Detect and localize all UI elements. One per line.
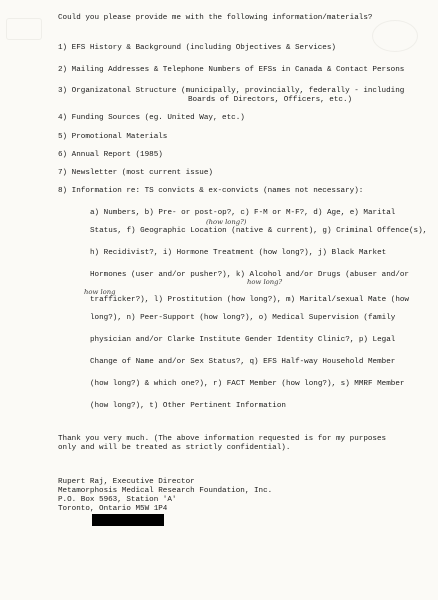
subitem-line-3: h) Recidivist?, i) Hormone Treatment (how long?), j) Black Market (90, 249, 387, 257)
signature-organization: Metamorphosis Medical Research Foundation, Inc. (58, 487, 273, 495)
redaction-bar (92, 514, 164, 526)
item-4: 4) Funding Sources (eg. United Way, etc.) (58, 114, 245, 122)
handwritten-annotation-how-long-1: (how long?) (206, 218, 247, 226)
item-1: 1) EFS History & Background (including Objectives & Services) (58, 44, 336, 52)
subitem-line-10: (how long?), t) Other Pertinent Information (90, 402, 286, 410)
subitem-line-1: a) Numbers, b) Pre- or post-op?, c) F-M or M-F?, d) Age, e) Marital (90, 209, 396, 217)
subitem-line-9: (how long?) & which one?), r) FACT Member (how long?), s) MMRF Member (90, 380, 405, 388)
subitem-line-7: physician and/or Clarke Institute Gender Identity Clinic?, p) Legal (90, 336, 396, 344)
item-6: 6) Annual Report (1985) (58, 151, 163, 159)
item-3-continuation: Boards of Directors, Officers, etc.) (188, 96, 353, 104)
closing-line-1: Thank you very much. (The above information requested is for my purposes (58, 435, 387, 443)
subitem-line-5: trafficker?), l) Prostitution (how long?), m) Marital/sexual Mate (how (90, 296, 409, 304)
closing-line-2: only and will be treated as strictly confidential). (58, 444, 291, 452)
intro-line: Could you please provide me with the following information/materials? (58, 14, 373, 22)
item-5: 5) Promotional Materials (58, 133, 168, 141)
handwritten-annotation-how-long-2: how long? (247, 278, 283, 286)
subitem-line-4: Hormones (user and/or pusher?), k) Alcohol and/or Drugs (abuser and/or (90, 271, 409, 279)
item-2: 2) Mailing Addresses & Telephone Numbers of EFSs in Canada & Contact Persons (58, 66, 405, 74)
handwritten-annotation-how-long-3: how long (84, 288, 116, 296)
subitem-line-6: long?), n) Peer-Support (how long?), o) Medical Supervision (family (90, 314, 396, 322)
subitem-line-8: Change of Name and/or Sex Status?, q) EFS Half-way Household Member (90, 358, 396, 366)
item-7: 7) Newsletter (most current issue) (58, 169, 213, 177)
signature-po-box: P.O. Box 5963, Station 'A' (58, 496, 177, 504)
subitem-line-2: Status, f) Geographic Location (native & current), g) Criminal Offence(s), (90, 227, 428, 235)
signature-name: Rupert Raj, Executive Director (58, 478, 195, 486)
item-8: 8) Information re: TS convicts & ex-convicts (names not necessary): (58, 187, 364, 195)
faint-logo-watermark-left (6, 18, 42, 40)
signature-city: Toronto, Ontario M5W 1P4 (58, 505, 168, 513)
faint-logo-watermark-right (372, 20, 418, 52)
item-3: 3) Organizatonal Structure (municipally, provincially, federally - including (58, 87, 405, 95)
